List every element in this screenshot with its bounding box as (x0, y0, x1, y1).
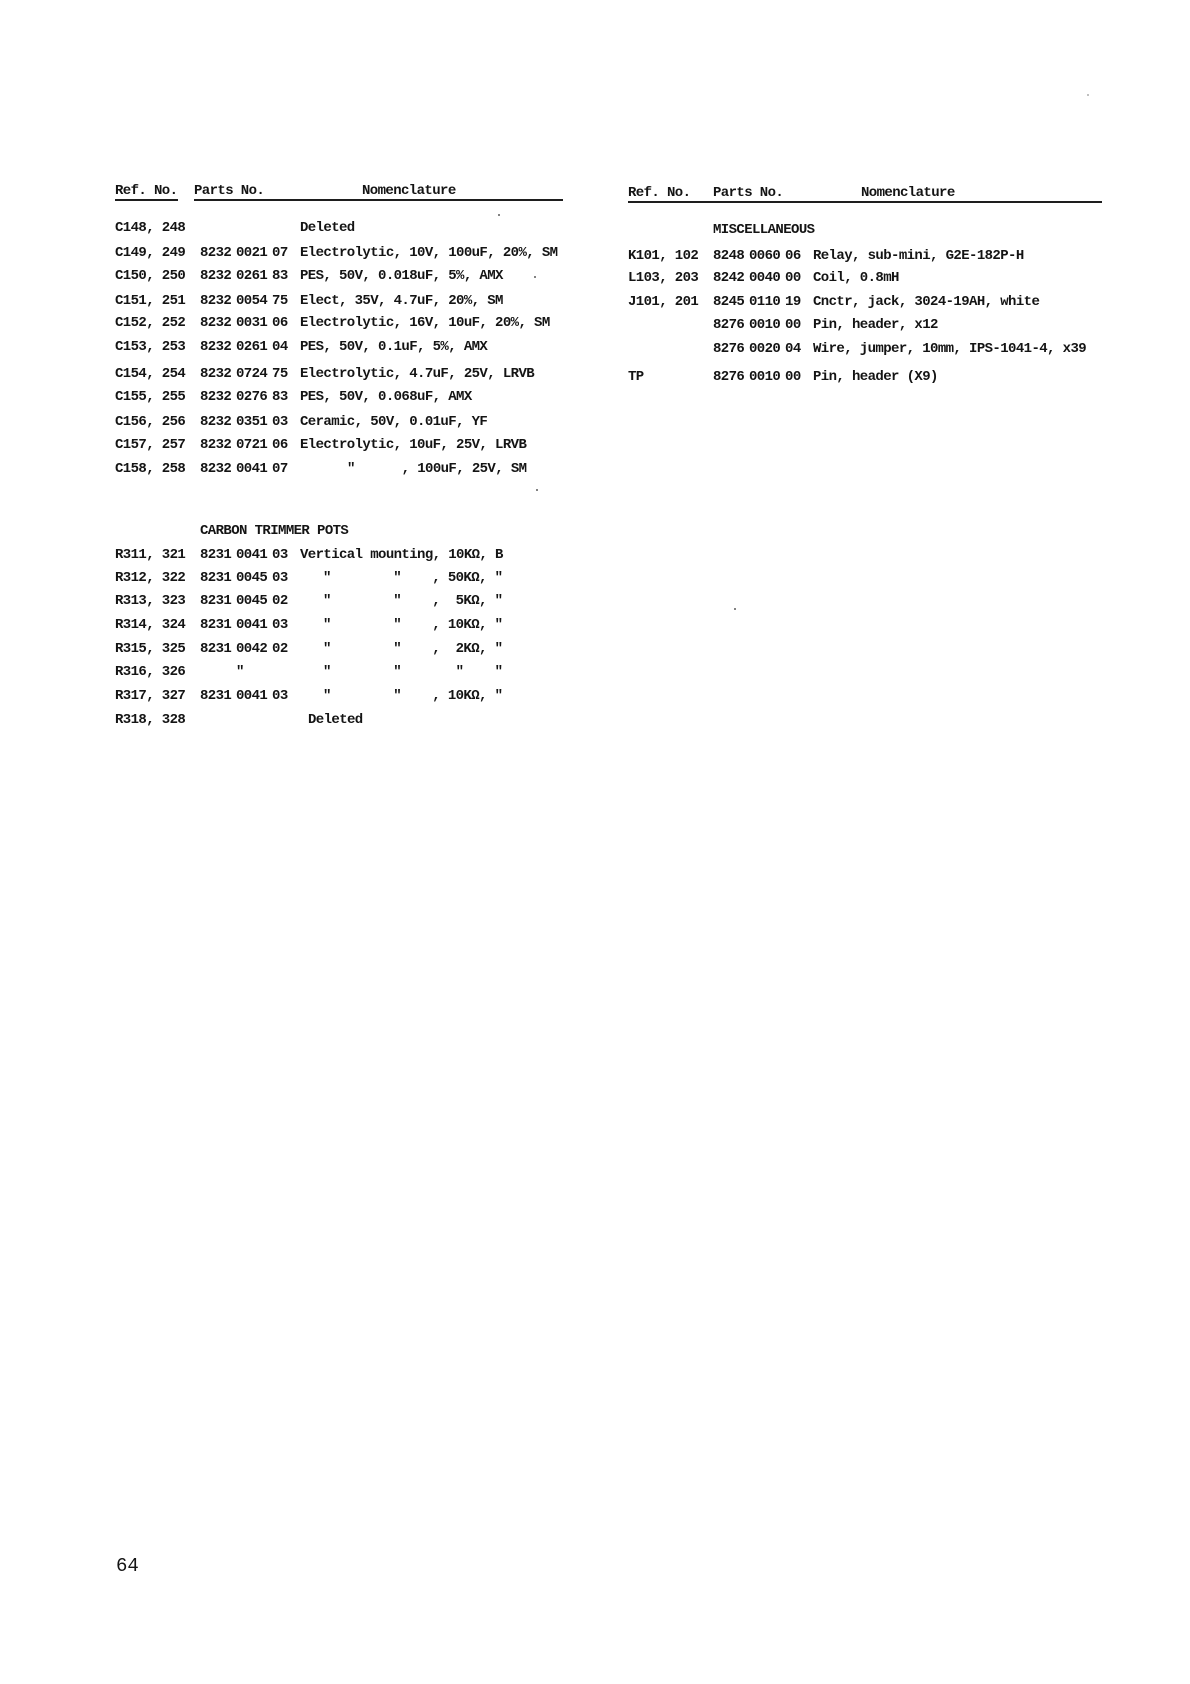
nomenclature: " " , 5KΩ, " (323, 593, 503, 609)
nomenclature: Relay, sub-mini, G2E-182P-H (813, 248, 1024, 264)
parts-no: 8231 0042 02 (200, 641, 288, 657)
nomenclature: " " , 10KΩ, " (323, 688, 503, 704)
scan-speck (734, 608, 736, 610)
parts-no: 8232 0276 83 (200, 389, 288, 405)
nomenclature: PES, 50V, 0.1uF, 5%, AMX (300, 339, 488, 355)
parts-row (115, 547, 565, 563)
parts-no: 8232 0041 07 (200, 461, 288, 477)
parts-row (115, 366, 565, 382)
ref-no: C152, 252 (115, 315, 186, 331)
parts-no: 8232 0054 75 (200, 293, 288, 309)
table-header (628, 185, 1104, 201)
header-underline (115, 199, 178, 201)
parts-row (115, 245, 565, 261)
section-title: MISCELLANEOUS (713, 222, 815, 238)
scan-speck (536, 489, 538, 491)
header-parts-label: Parts No. (713, 185, 784, 201)
ref-no: C151, 251 (115, 293, 186, 309)
ref-no: C153, 253 (115, 339, 186, 355)
parts-no: 8232 0031 06 (200, 315, 288, 331)
header-underline (628, 201, 1102, 203)
parts-row (628, 248, 1104, 264)
parts-no: 8232 0721 06 (200, 437, 288, 453)
parts-no: 8276 0010 00 (713, 369, 801, 385)
scan-speck (1087, 94, 1089, 96)
parts-no: 8232 0724 75 (200, 366, 288, 382)
nomenclature: Electrolytic, 10uF, 25V, LRVB (300, 437, 527, 453)
ref-no: R316, 326 (115, 664, 186, 680)
nomenclature: " " , 50KΩ, " (323, 570, 503, 586)
parts-no: 8232 0351 03 (200, 414, 288, 430)
parts-no: 8232 0021 07 (200, 245, 288, 261)
nomenclature: " " " " (323, 664, 503, 680)
nomenclature: " , 100uF, 25V, SM (347, 461, 527, 477)
ref-no: R313, 323 (115, 593, 186, 609)
table-header (115, 183, 565, 199)
ref-no: R312, 322 (115, 570, 186, 586)
header-ref-label: Ref. No. (115, 183, 178, 199)
parts-row (115, 220, 565, 236)
nomenclature: Electrolytic, 10V, 100uF, 20%, SM (300, 245, 558, 261)
nomenclature: " " , 10KΩ, " (323, 617, 503, 633)
ref-no: R314, 324 (115, 617, 186, 633)
ref-no: R311, 321 (115, 547, 186, 563)
ref-no: C158, 258 (115, 461, 186, 477)
parts-no: 8276 0020 04 (713, 341, 801, 357)
nomenclature: Vertical mounting, 10KΩ, B (300, 547, 503, 563)
ref-no: C148, 248 (115, 220, 186, 236)
nomenclature: Wire, jumper, 10mm, IPS-1041-4, x39 (813, 341, 1087, 357)
header-ref-label: Ref. No. (628, 185, 691, 201)
parts-no: 8231 0045 03 (200, 570, 288, 586)
parts-row (115, 389, 565, 405)
ref-no: C157, 257 (115, 437, 186, 453)
parts-no: " (236, 664, 244, 680)
header-parts-label: Parts No. (194, 183, 265, 199)
section-heading (628, 222, 1104, 238)
parts-row (115, 315, 565, 331)
parts-row (628, 369, 1104, 385)
page-number: 64 (116, 1555, 139, 1577)
parts-row (628, 294, 1104, 310)
ref-no: C155, 255 (115, 389, 186, 405)
parts-row (115, 617, 565, 633)
ref-no: J101, 201 (628, 294, 699, 310)
header-underline (194, 199, 563, 201)
parts-no: 8248 0060 06 (713, 248, 801, 264)
parts-row (115, 712, 565, 728)
nomenclature: PES, 50V, 0.068uF, AMX (300, 389, 472, 405)
ref-no: C149, 249 (115, 245, 186, 261)
parts-row (115, 339, 565, 355)
nomenclature: Pin, header, x12 (813, 317, 938, 333)
ref-no: R317, 327 (115, 688, 186, 704)
parts-no: 8232 0261 04 (200, 339, 288, 355)
header-nomenclature-label: Nomenclature (861, 185, 955, 201)
parts-row (115, 461, 565, 477)
nomenclature: Cnctr, jack, 3024-19AH, white (813, 294, 1040, 310)
ref-no: C150, 250 (115, 268, 186, 284)
nomenclature: Deleted (300, 220, 355, 236)
ref-no: TP (628, 369, 644, 385)
parts-no: 8231 0041 03 (200, 688, 288, 704)
nomenclature: Deleted (308, 712, 363, 728)
nomenclature: Electrolytic, 4.7uF, 25V, LRVB (300, 366, 535, 382)
parts-row (115, 268, 565, 284)
ref-no: L103, 203 (628, 270, 699, 286)
parts-row (628, 317, 1104, 333)
nomenclature: PES, 50V, 0.018uF, 5%, AMX (300, 268, 503, 284)
section-title: CARBON TRIMMER POTS (200, 523, 349, 539)
parts-no: 8231 0041 03 (200, 617, 288, 633)
scan-speck (534, 276, 536, 278)
header-nomenclature-label: Nomenclature (362, 183, 456, 199)
parts-row (115, 593, 565, 609)
parts-row (115, 664, 565, 680)
parts-no: 8231 0045 02 (200, 593, 288, 609)
parts-row (115, 437, 565, 453)
parts-no: 8231 0041 03 (200, 547, 288, 563)
section-heading (115, 523, 565, 539)
nomenclature: " " , 2KΩ, " (323, 641, 503, 657)
parts-row (115, 688, 565, 704)
nomenclature: Electrolytic, 16V, 10uF, 20%, SM (300, 315, 550, 331)
parts-no: 8245 0110 19 (713, 294, 801, 310)
ref-no: R318, 328 (115, 712, 186, 728)
parts-no: 8276 0010 00 (713, 317, 801, 333)
ref-no: K101, 102 (628, 248, 699, 264)
parts-no: 8232 0261 83 (200, 268, 288, 284)
nomenclature: Elect, 35V, 4.7uF, 20%, SM (300, 293, 503, 309)
parts-no: 8242 0040 00 (713, 270, 801, 286)
nomenclature: Ceramic, 50V, 0.01uF, YF (300, 414, 488, 430)
parts-row (115, 414, 565, 430)
scan-speck (498, 214, 500, 216)
parts-row (115, 570, 565, 586)
parts-row (628, 341, 1104, 357)
ref-no: R315, 325 (115, 641, 186, 657)
parts-row (115, 641, 565, 657)
nomenclature: Coil, 0.8mH (813, 270, 899, 286)
ref-no: C156, 256 (115, 414, 186, 430)
parts-row (628, 270, 1104, 286)
parts-row (115, 293, 565, 309)
ref-no: C154, 254 (115, 366, 186, 382)
nomenclature: Pin, header (X9) (813, 369, 938, 385)
